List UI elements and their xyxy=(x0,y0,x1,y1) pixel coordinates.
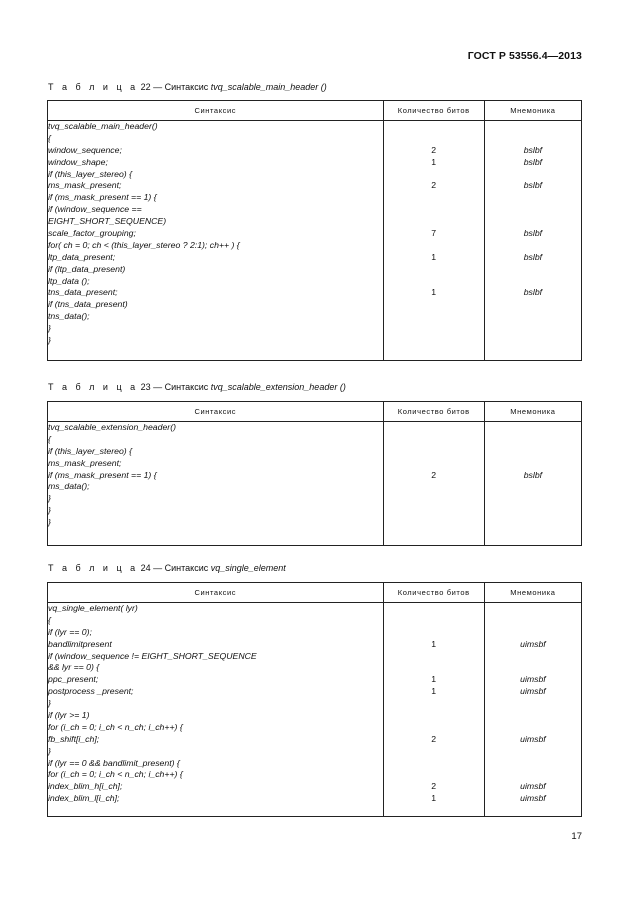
syntax-line: ltp_data (); xyxy=(48,275,90,286)
syntax-line: if (this_layer_stereo) { xyxy=(48,445,133,456)
syntax-table-23 xyxy=(47,401,582,546)
caption-prefix: Т а б л и ц а xyxy=(48,563,139,573)
syntax-line: } xyxy=(48,323,51,334)
bits-value xyxy=(384,627,484,639)
col-header-bits: Количество битов xyxy=(383,583,484,603)
mnemonic-cell xyxy=(484,422,581,546)
mnemonic-value xyxy=(485,517,581,529)
col-header-syntax: Синтаксис xyxy=(48,101,384,121)
bits-value xyxy=(384,264,484,276)
syntax-line: fb_shift[i_ch]; xyxy=(48,733,100,744)
mnemonic-value: uimsbf xyxy=(520,686,546,697)
syntax-table-22 xyxy=(47,100,582,361)
bits-value xyxy=(384,240,484,252)
syntax-line: ppc_present; xyxy=(48,674,99,685)
col-header-syntax: Синтаксис xyxy=(48,402,384,422)
bits-cell xyxy=(383,422,484,546)
syntax-line: { xyxy=(48,132,51,143)
syntax-table-24 xyxy=(47,582,582,817)
syntax-line: } xyxy=(48,493,51,504)
mnemonic-value xyxy=(485,216,581,228)
syntax-line: bandlimitpresent xyxy=(48,638,112,649)
syntax-cell xyxy=(48,422,384,546)
syntax-line: if (this_layer_stereo) { xyxy=(48,168,133,179)
syntax-line: index_blim_l[i_ch]; xyxy=(48,793,120,804)
mnemonic-value xyxy=(485,698,581,710)
bits-value xyxy=(384,446,484,458)
bits-value: 2 xyxy=(431,469,437,480)
col-header-syntax: Синтаксис xyxy=(48,583,384,603)
bits-value xyxy=(384,615,484,627)
syntax-line: for (i_ch = 0; i_ch < n_ch; i_ch++) { xyxy=(48,721,183,732)
syntax-line: { xyxy=(48,614,51,625)
caption-prefix: Т а б л и ц а xyxy=(48,82,139,92)
caption-name: tvq_scalable_main_header () xyxy=(210,82,327,92)
table-caption-22 xyxy=(48,82,327,92)
bits-value: 1 xyxy=(431,251,437,262)
bits-value xyxy=(384,204,484,216)
bits-value xyxy=(384,651,484,663)
bits-value xyxy=(384,458,484,470)
mnemonic-value: bslbf xyxy=(523,251,543,262)
col-header-mnemonic: Мнемоника xyxy=(484,402,581,422)
mnemonic-value: bslbf xyxy=(523,287,543,298)
caption-dash: — Синтаксис xyxy=(150,82,211,92)
mnemonic-value: bslbf xyxy=(523,228,543,239)
mnemonic-value xyxy=(485,615,581,627)
syntax-line: ms_mask_present; xyxy=(48,457,122,468)
mnemonic-cell xyxy=(484,121,581,361)
syntax-line: } xyxy=(48,335,51,346)
syntax-line: if (tns_data_present) xyxy=(48,299,128,310)
syntax-line: if (lyr == 0 && bandlimit_present) { xyxy=(48,757,180,768)
mnemonic-value xyxy=(485,722,581,734)
syntax-line: ltp_data_present; xyxy=(48,251,116,262)
syntax-line: index_blim_h[i_ch]; xyxy=(48,781,123,792)
col-header-mnemonic: Мнемоника xyxy=(484,101,581,121)
bits-value xyxy=(384,323,484,335)
bits-value: 1 xyxy=(431,638,437,649)
bits-value: 2 xyxy=(431,781,437,792)
bits-value xyxy=(384,758,484,770)
syntax-line: window_sequence; xyxy=(48,144,122,155)
mnemonic-value xyxy=(485,458,581,470)
syntax-cell xyxy=(48,121,384,361)
mnemonic-value xyxy=(485,627,581,639)
syntax-line: window_shape; xyxy=(48,156,108,167)
mnemonic-value xyxy=(485,769,581,781)
mnemonic-value xyxy=(485,204,581,216)
bits-value xyxy=(384,481,484,493)
mnemonic-value: bslbf xyxy=(523,469,543,480)
syntax-line: if (ltp_data_present) xyxy=(48,263,126,274)
syntax-line: } xyxy=(48,505,51,516)
col-header-mnemonic: Мнемоника xyxy=(484,583,581,603)
bits-value: 2 xyxy=(431,144,437,155)
syntax-line: scale_factor_grouping; xyxy=(48,228,136,239)
mnemonic-value xyxy=(485,758,581,770)
syntax-line: tvq_scalable_main_header() xyxy=(48,121,158,131)
bits-value xyxy=(384,299,484,311)
syntax-line: ms_data(); xyxy=(48,481,90,492)
mnemonic-value xyxy=(485,446,581,458)
mnemonic-value xyxy=(485,434,581,446)
mnemonic-value xyxy=(485,276,581,288)
syntax-line: if (window_sequence == xyxy=(48,204,142,215)
bits-value: 2 xyxy=(431,180,437,191)
bits-value xyxy=(384,192,484,204)
bits-value xyxy=(384,493,484,505)
bits-value xyxy=(384,434,484,446)
bits-value xyxy=(384,335,484,347)
mnemonic-value xyxy=(485,192,581,204)
bits-cell xyxy=(383,603,484,817)
mnemonic-value xyxy=(485,746,581,758)
col-header-bits: Количество битов xyxy=(383,101,484,121)
mnemonic-value: uimsbf xyxy=(520,793,546,804)
mnemonic-value xyxy=(485,662,581,674)
bits-value xyxy=(384,216,484,228)
standard-designation: ГОСТ Р 53556.4—2013 xyxy=(467,50,582,62)
mnemonic-value xyxy=(485,299,581,311)
bits-value: 1 xyxy=(431,287,437,298)
caption-prefix: Т а б л и ц а xyxy=(48,382,139,392)
mnemonic-value: bslbf xyxy=(523,180,543,191)
mnemonic-value xyxy=(485,133,581,145)
bits-value xyxy=(384,662,484,674)
syntax-line: && lyr == 0) { xyxy=(48,662,100,673)
bits-value xyxy=(384,422,484,434)
mnemonic-value xyxy=(485,710,581,722)
mnemonic-value xyxy=(485,264,581,276)
mnemonic-value xyxy=(485,481,581,493)
caption-name: tvq_scalable_extension_header () xyxy=(210,382,346,392)
caption-number: 24 xyxy=(140,563,151,573)
bits-value xyxy=(384,169,484,181)
bits-value: 1 xyxy=(431,793,437,804)
syntax-line: tns_data(); xyxy=(48,311,90,322)
syntax-line: vq_single_element( lyr) xyxy=(48,603,138,613)
mnemonic-value xyxy=(485,311,581,323)
mnemonic-value xyxy=(485,505,581,517)
syntax-line: } xyxy=(48,745,51,756)
mnemonic-value: bslbf xyxy=(523,156,543,167)
mnemonic-value: bslbf xyxy=(523,144,543,155)
mnemonic-value xyxy=(485,335,581,347)
bits-value xyxy=(384,769,484,781)
syntax-line: EIGHT_SHORT_SEQUENCE) xyxy=(48,216,167,227)
caption-dash: — Синтаксис xyxy=(150,382,211,392)
bits-value: 2 xyxy=(431,733,437,744)
syntax-line: ms_mask_present; xyxy=(48,180,122,191)
bits-value xyxy=(384,603,484,615)
mnemonic-value xyxy=(485,169,581,181)
bits-value xyxy=(384,276,484,288)
syntax-cell xyxy=(48,603,384,817)
bits-value: 1 xyxy=(431,674,437,685)
bits-value xyxy=(384,710,484,722)
mnemonic-value: uimsbf xyxy=(520,733,546,744)
mnemonic-value: uimsbf xyxy=(520,674,546,685)
mnemonic-value xyxy=(485,603,581,615)
bits-value xyxy=(384,311,484,323)
table-caption-23 xyxy=(48,382,346,392)
bits-value xyxy=(384,133,484,145)
bits-value xyxy=(384,505,484,517)
syntax-line: tvq_scalable_extension_header() xyxy=(48,422,176,432)
syntax-line: if (window_sequence != EIGHT_SHORT_SEQUENCE xyxy=(48,650,257,661)
mnemonic-value xyxy=(485,493,581,505)
mnemonic-cell xyxy=(484,603,581,817)
bits-value xyxy=(384,517,484,529)
bits-value xyxy=(384,722,484,734)
syntax-line: postprocess _present; xyxy=(48,686,134,697)
syntax-line: for (i_ch = 0; i_ch < n_ch; i_ch++) { xyxy=(48,769,183,780)
col-header-bits: Количество битов xyxy=(383,402,484,422)
syntax-line: } xyxy=(48,698,51,709)
mnemonic-value: uimsbf xyxy=(520,638,546,649)
bits-cell xyxy=(383,121,484,361)
mnemonic-value xyxy=(485,121,581,133)
bits-value xyxy=(384,121,484,133)
mnemonic-value xyxy=(485,651,581,663)
syntax-line: { xyxy=(48,433,51,444)
mnemonic-value: uimsbf xyxy=(520,781,546,792)
bits-value xyxy=(384,698,484,710)
page-number: 17 xyxy=(571,831,582,842)
mnemonic-value xyxy=(485,240,581,252)
mnemonic-value xyxy=(485,422,581,434)
bits-value xyxy=(384,746,484,758)
bits-value: 7 xyxy=(431,228,437,239)
bits-value: 1 xyxy=(431,156,437,167)
caption-dash: — Синтаксис xyxy=(150,563,211,573)
syntax-line: if (lyr >= 1) xyxy=(48,710,90,721)
table-caption-24 xyxy=(48,563,286,573)
caption-number: 23 xyxy=(140,382,151,392)
syntax-line: if (ms_mask_present == 1) { xyxy=(48,469,157,480)
syntax-line: for( ch = 0; ch < (this_layer_stereo ? 2:1); ch++ ) { xyxy=(48,239,240,250)
syntax-line: } xyxy=(48,517,51,528)
syntax-line: if (ms_mask_present == 1) { xyxy=(48,192,157,203)
caption-number: 22 xyxy=(140,82,151,92)
syntax-line: if (lyr == 0); xyxy=(48,626,92,637)
mnemonic-value xyxy=(485,323,581,335)
syntax-line: tns_data_present; xyxy=(48,287,118,298)
caption-name: vq_single_element xyxy=(210,563,286,573)
bits-value: 1 xyxy=(431,686,437,697)
